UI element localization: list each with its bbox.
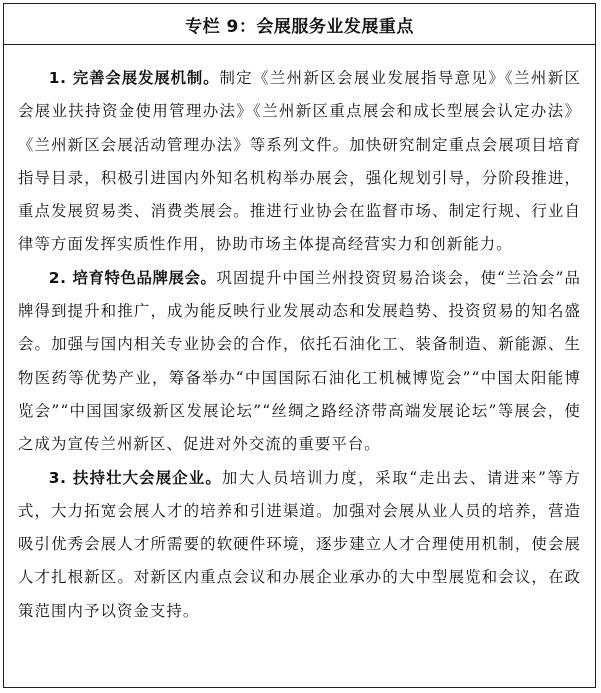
item-body-2: 巩固提升中国兰州投资贸易洽谈会，使“兰洽会”品牌得到提升和推广，成为能反映行业发展动态和发展趋势、投资贸易的知名盛会。加强与国内相关专业协会的合作，依托石油化工、装备制造、新能源、生物医药等优势产业，筹备举办“中国国际石油化工机械博览会”“中国太阳能博览会”“中国国家级新区发展论坛”“丝绸之路经济带高端发展论坛”等展会，使之成为宣传兰州新区、促进对外交流的重要平台。 bbox=[18, 268, 581, 454]
item-heading-1: 1. 完善会展发展机制。 bbox=[48, 69, 220, 87]
item-paragraph-2 bbox=[18, 262, 581, 462]
item-heading-2: 2. 培育特色品牌展会。 bbox=[48, 268, 217, 287]
item-body-1: 制定《兰州新区会展业发展指导意见》《兰州新区会展业扶持资金使用管理办法》《兰州新区重点展会和成长型展会认定办法》《兰州新区会展活动管理办法》等系列文件。加快研究制定重点会展项目培育指导目录，积极引进国内外知名机构举办展会，强化规划引导，分阶段推进，重点发展贸易类、消费类展会。推进行业协会在监督市场、制定行规、行业自律等方面发挥实质性作用，协助市场主体提高经营实力和创新能力。 bbox=[18, 69, 581, 254]
box-title: 专栏 9：会展服务业发展重点 bbox=[4, 4, 595, 45]
item-paragraph-3 bbox=[18, 462, 581, 628]
column-box bbox=[3, 3, 596, 688]
item-body-3: 加大人员培训力度，采取“走出去、请进来”等方式，大力拓宽会展人才的培养和引进渠道。加强对会展从业人员的培养，营造吸引优秀会展人才所需要的软硬件环境，逐步建立人才合理使用机制，使会展人才扎根新区。对新区内重点会议和办展企业承办的大中型展览和会议，在政策范围内予以资金支持。 bbox=[18, 468, 581, 620]
item-paragraph-1 bbox=[18, 62, 581, 262]
box-content bbox=[4, 45, 595, 628]
item-heading-3: 3. 扶持壮大会展企业。 bbox=[48, 468, 222, 487]
